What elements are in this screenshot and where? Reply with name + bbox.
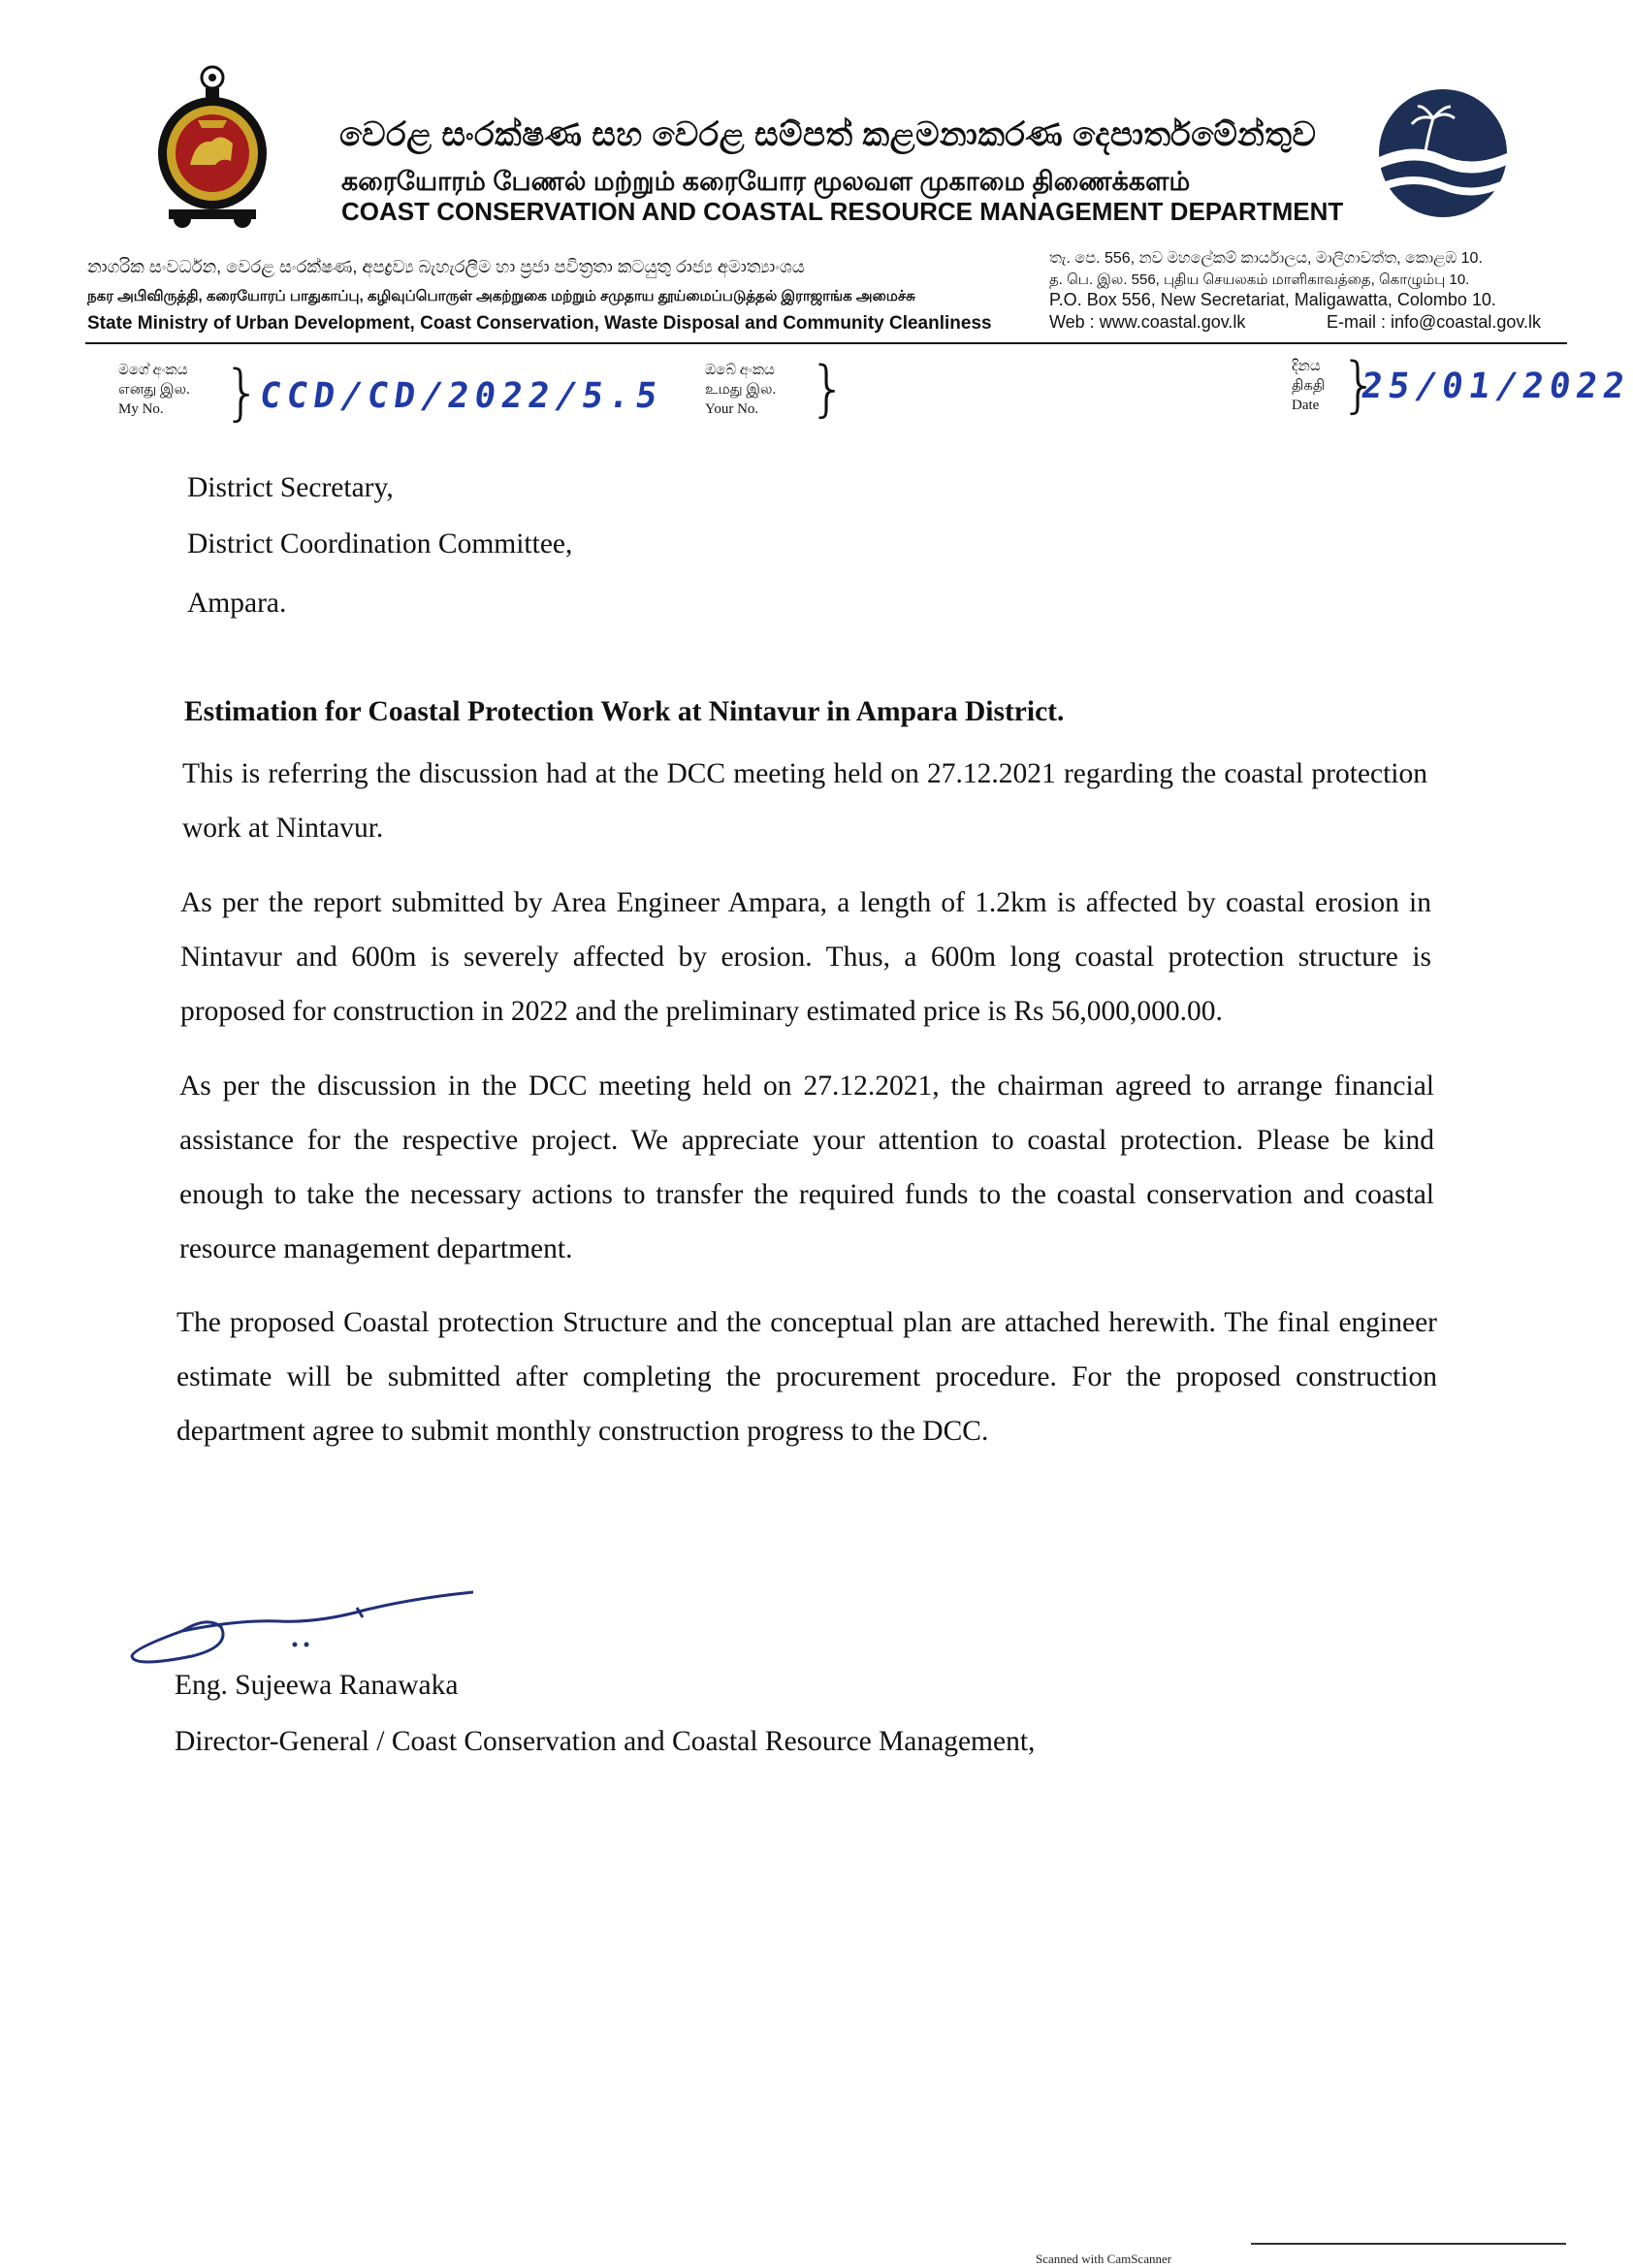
paragraph-1: This is referring the discussion had at the DCC meeting held on 27.12.2021 regarding the coastal protection work at Nintavur. [182, 758, 1427, 844]
address-sinhala: තැ. පෙ. 556, නව මහලේකම් කාර්යාලය, මාලිගාවත්ත, කොළඹ 10. [1049, 250, 1483, 267]
paragraph-3: As per the discussion in the DCC meeting held on 27.12.2021, the chairman agreed to arrange financial assistance for the respective project. We appreciate your attention to coastal protection. Please be kind enough to take the necessary actions to transfer the required funds to the coastal conservation and coastal resource management department. [179, 1070, 1434, 1264]
date-value: 25/01/2022 [1359, 367, 1633, 406]
your-no-brace: } [809, 353, 848, 424]
your-no-label-en: Your No. [705, 401, 759, 417]
letter-subject: Estimation for Coastal Protection Work at Nintavur in Ampara District. [184, 696, 1065, 727]
my-no-brace: } [223, 357, 262, 428]
email: E-mail : info@coastal.gov.lk [1327, 312, 1542, 332]
date-brace: } [1340, 349, 1379, 420]
paragraph-4: The proposed Coastal protection Structure and the conceptual plan are attached herewith. The final engineer estimate will be submitted after completing the procurement procedure. For the proposed construction department agree to submit monthly construction progress to the DCC. [176, 1307, 1437, 1447]
date-label-si: දිනය [1292, 359, 1321, 374]
website: Web : www.coastal.gov.lk [1049, 312, 1246, 332]
my-no-label [118, 363, 190, 418]
my-no-value: CCD/CD/2022/5.5 [257, 376, 665, 416]
department-logo [1375, 85, 1511, 221]
address-tamil: த. பெ. இல. 556, புதிய செயலகம் மாளிகாவத்தை, கொழும்பு 10. [1049, 272, 1470, 288]
paragraph-2: As per the report submitted by Area Engineer Ampara, a length of 1.2km is affected by coastal erosion in Nintavur and 600m is severely affected by erosion. Thus, a 600m long coastal protection structure is proposed for construction in 2022 and the preliminary estimated price is Rs 56,000,000.00. [180, 887, 1431, 1027]
scanner-footer: Scanned with CamScanner [1036, 2252, 1172, 2266]
recipient-line-3: Ampara. [187, 588, 287, 619]
dept-name-sinhala: වෙරළ සංරක්ෂණ සහ වෙරළ සම්පත් කළමනාකරණ දෙපාර්තමේන්තුව [339, 116, 1317, 153]
date-label-ta: திகதி [1292, 378, 1326, 394]
your-no-label-ta: உமது இல. [705, 382, 777, 398]
my-no-label-en: My No. [118, 401, 164, 417]
recipient-line-1: District Secretary, [187, 472, 394, 503]
signatory-name: Eng. Sujeewa Ranawaka [175, 1670, 459, 1701]
dept-name-english: COAST CONSERVATION AND COASTAL RESOURCE MANAGEMENT DEPARTMENT [341, 197, 1344, 226]
signatory-title: Director-General / Coast Conservation and Coastal Resource Management, [175, 1726, 1036, 1757]
header-divider [85, 342, 1567, 344]
recipient-line-2: District Coordination Committee, [187, 528, 573, 559]
your-no-label-si: ඔබේ අංකය [705, 363, 775, 378]
date-label-en: Date [1292, 398, 1320, 413]
footer-rule [1251, 2243, 1566, 2245]
national-emblem [153, 64, 272, 231]
your-no-label [705, 363, 776, 418]
ministry-english: State Ministry of Urban Development, Coast Conservation, Waste Disposal and Community Cleanliness [87, 313, 992, 334]
signature [124, 1581, 493, 1668]
my-no-label-si: මගේ අංකය [118, 363, 188, 378]
date-label [1292, 359, 1325, 414]
my-no-label-ta: எனது இல. [118, 382, 190, 398]
ministry-sinhala: නාගරික සංවර්ධන, වෙරළ සංරක්ෂණ, අපද්‍රව්‍ය බැහැරලීම හා ප්‍රජා පවිත්‍රතා කටයුතු රාජ්‍ය අමාත්‍යාංශය [87, 257, 805, 276]
dept-name-tamil: கரையோரம் பேணல் மற்றும் கரையோர மூலவள முகாமை திணைக்களம் [341, 167, 1191, 196]
ministry-tamil: நகர அபிவிருத்தி, கரையோரப் பாதுகாப்பு, கழிவுப்பொருள் அகற்றுகை மற்றும் சமுதாய தூய்மைப்படுத்தல் இராஜாங்க அமைச்சு [87, 288, 915, 304]
address-english: P.O. Box 556, New Secretariat, Maligawatta, Colombo 10. [1049, 290, 1496, 309]
